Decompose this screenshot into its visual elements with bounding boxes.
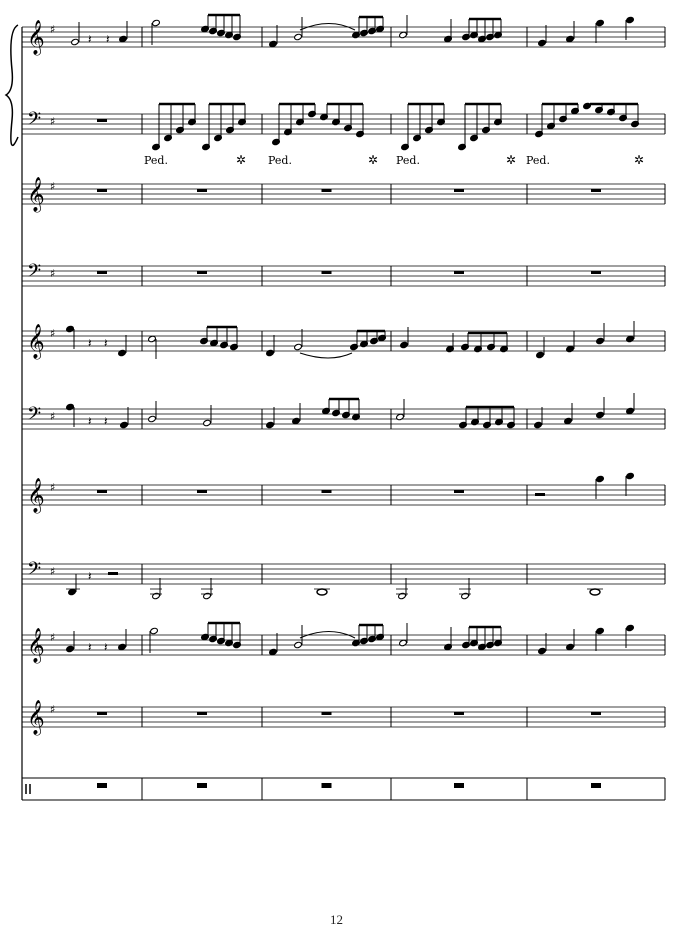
whole-rest <box>591 785 601 788</box>
piano-brace <box>6 25 18 145</box>
whole-rest <box>197 712 207 715</box>
piano-left-hand <box>22 109 665 134</box>
whole-rest <box>197 490 207 493</box>
note-head <box>269 648 278 655</box>
note-head <box>152 592 161 599</box>
quarter-rest: 𝄽 <box>88 32 92 46</box>
key-signature-sharp: ♯ <box>50 631 56 644</box>
whole-rest <box>97 271 107 274</box>
whole-rest <box>197 785 207 788</box>
bass-clef: 𝄢 <box>27 109 42 134</box>
note-head <box>71 38 80 45</box>
quarter-rest: 𝄽 <box>88 336 92 350</box>
whole-rest <box>322 271 332 274</box>
note-head <box>266 421 275 428</box>
key-signature-sharp: ♯ <box>50 565 56 578</box>
half-rest <box>108 572 118 575</box>
bass-clef: 𝄢 <box>27 261 42 286</box>
whole-rest <box>322 189 332 192</box>
treble-clef: 𝄞 <box>27 324 45 359</box>
whole-rest <box>454 712 464 715</box>
key-signature-sharp: ♯ <box>50 23 56 36</box>
note-head <box>150 627 159 634</box>
note-head <box>626 16 635 23</box>
staff-8 <box>22 559 665 584</box>
piano-lh-notes <box>97 102 644 167</box>
note-head <box>66 403 75 410</box>
whole-note <box>590 589 600 595</box>
whole-rest <box>454 271 464 274</box>
note-head <box>396 413 405 420</box>
quarter-rest: 𝄽 <box>88 640 92 654</box>
quarter-rest: 𝄽 <box>104 336 108 350</box>
staff-9-notes <box>66 623 635 656</box>
note-head <box>596 337 605 344</box>
pedal-down-mark: Ped. <box>268 154 292 167</box>
note-head <box>536 351 545 358</box>
note-head <box>596 411 605 418</box>
note-head <box>152 19 161 26</box>
pedal-up-mark: ✲ <box>236 153 247 167</box>
quarter-rest: 𝄽 <box>106 32 110 46</box>
page-number: 12 <box>330 912 343 927</box>
staff-11 <box>22 778 665 800</box>
pedal-up-mark: ✲ <box>634 153 645 167</box>
note-head <box>203 419 212 426</box>
staff-5-notes <box>66 321 635 359</box>
bass-clef: 𝄢 <box>27 404 42 429</box>
whole-rest <box>591 271 601 274</box>
whole-rest <box>197 271 207 274</box>
note-head <box>269 40 278 47</box>
whole-note <box>317 589 327 595</box>
pedal-down-mark: Ped. <box>396 154 420 167</box>
whole-rest <box>197 189 207 192</box>
quarter-rest: 𝄽 <box>88 414 92 428</box>
pedal-down-mark: Ped. <box>526 154 550 167</box>
treble-clef: 𝄞 <box>27 20 45 55</box>
note-head <box>626 472 635 479</box>
staff-6-notes <box>66 393 635 429</box>
whole-rest <box>97 189 107 192</box>
note-head <box>66 645 75 652</box>
note-head <box>596 19 605 26</box>
note-head <box>398 592 407 599</box>
note-head <box>538 647 547 654</box>
quarter-rest: 𝄽 <box>88 569 92 583</box>
note-head <box>203 592 212 599</box>
whole-rest <box>454 490 464 493</box>
treble-clef: 𝄞 <box>27 177 45 212</box>
whole-rest <box>322 785 332 788</box>
key-signature-sharp: ♯ <box>50 327 56 340</box>
note-head <box>399 31 408 38</box>
note-head <box>148 415 157 422</box>
note-head <box>400 341 409 348</box>
key-signature-sharp: ♯ <box>50 703 56 716</box>
whole-rest <box>454 785 464 788</box>
quarter-rest: 𝄽 <box>104 414 108 428</box>
staff-10 <box>22 700 665 736</box>
whole-rest <box>454 189 464 192</box>
note-head <box>118 643 127 650</box>
staff-7 <box>22 478 665 514</box>
note-head <box>294 641 303 648</box>
whole-rest <box>97 119 107 122</box>
treble-clef: 𝄞 <box>27 478 45 513</box>
note-head <box>118 349 127 356</box>
note-head <box>566 345 575 352</box>
note-head <box>294 33 303 40</box>
tie <box>300 353 352 358</box>
key-signature-sharp: ♯ <box>50 180 56 193</box>
note-head <box>596 475 605 482</box>
whole-rest <box>97 785 107 788</box>
note-head <box>461 592 470 599</box>
whole-rest <box>591 712 601 715</box>
note-head <box>68 588 77 595</box>
key-signature-sharp: ♯ <box>50 267 56 280</box>
note-head <box>626 624 635 631</box>
note-head <box>534 421 543 428</box>
pedal-up-mark: ✲ <box>368 153 379 167</box>
note-head <box>119 35 128 42</box>
pedal-down-mark: Ped. <box>144 154 168 167</box>
percussion-rests <box>97 785 601 788</box>
whole-rest <box>322 712 332 715</box>
whole-rest <box>97 712 107 715</box>
whole-rest <box>322 490 332 493</box>
whole-rest <box>591 189 601 192</box>
note-head <box>626 335 635 342</box>
note-head <box>294 343 303 350</box>
note-head <box>120 421 129 428</box>
note-head <box>148 335 157 342</box>
note-head <box>538 39 547 46</box>
key-signature-sharp: ♯ <box>50 481 56 494</box>
half-rest <box>535 493 545 496</box>
note-head <box>596 627 605 634</box>
piano-rh-notes <box>71 15 635 48</box>
note-head <box>564 417 573 424</box>
pedal-up-mark: ✲ <box>506 153 517 167</box>
bass-clef: 𝄢 <box>27 559 42 584</box>
staff-4 <box>22 261 665 286</box>
note-head <box>66 325 75 332</box>
note-head <box>399 639 408 646</box>
quarter-rest: 𝄽 <box>104 640 108 654</box>
key-signature-sharp: ♯ <box>50 115 56 128</box>
note-head <box>266 349 275 356</box>
note-head <box>566 35 575 42</box>
treble-clef: 𝄞 <box>27 628 45 663</box>
key-signature-sharp: ♯ <box>50 410 56 423</box>
note-head <box>626 407 635 414</box>
note-head <box>566 643 575 650</box>
whole-rest <box>97 490 107 493</box>
treble-clef: 𝄞 <box>27 700 45 735</box>
note-head <box>292 417 301 424</box>
staff-3 <box>22 177 665 213</box>
score-systems <box>6 15 665 800</box>
